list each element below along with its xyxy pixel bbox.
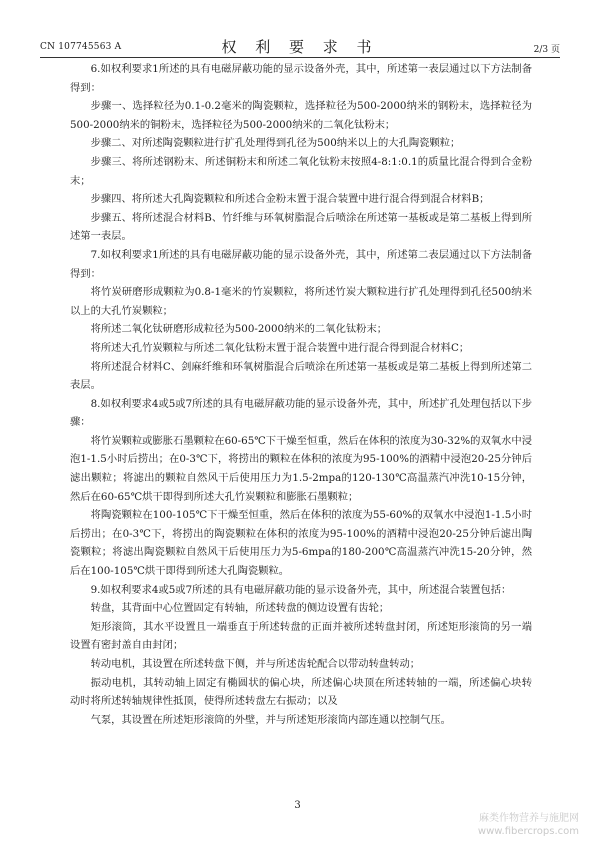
claim-6-intro: 6.如权利要求1所述的具有电磁屏蔽功能的显示设备外壳，其中，所述第一表层通过以下方法制备得到：: [70, 63, 532, 94]
claim-9-item-1: 转盘，其背面中心位置固定有转轴，所述转盘的侧边设置有齿轮；: [90, 602, 390, 615]
watermark-title: 麻类作物营养与施肥网: [479, 813, 579, 824]
watermark-url: www.fibercrops.com: [477, 826, 579, 837]
page-header: [40, 36, 560, 56]
page-count: 2/3 页: [533, 45, 560, 55]
claims-body: [70, 60, 532, 729]
claim-9-intro: 9.如权利要求4或5或7所述的具有电磁屏蔽功能的显示设备外壳，其中，所述混合装置包括：: [90, 583, 512, 596]
claim-7-item-1: 将竹炭研磨形成颗粒为0.8-1毫米的竹炭颗粒，将所述竹炭大颗粒进行扩孔处理得到孔径500纳米以上的大孔竹炭颗粒；: [70, 286, 532, 317]
claim-9-item-5: 气泵，其设置在所述矩形滚筒的外壁，并与所述矩形滚筒内部连通以控制气压。: [90, 713, 451, 726]
claim-6-step-5: 步骤五、将所述混合材料B、竹纤维与环氧树脂混合后喷涂在所述第一基板或是第二基板上得到所述第一表层。: [70, 211, 532, 243]
claim-7-item-3: 将所述大孔竹炭颗粒与所述二氧化钛粉末置于混合装置中进行混合得到混合材料C；: [90, 341, 470, 354]
claim-7-item-2: 将所述二氧化钛研磨形成粒径为500-2000纳米的二氧化钛粉末；: [90, 323, 388, 336]
site-watermark: [478, 812, 579, 838]
claim-7-item-4: 将所述混合材料C、剑麻纤维和环氧树脂混合后喷涂在所述第一基板或是第二基板上得到所述第二表层。: [70, 360, 532, 392]
claim-9-item-4: 振动电机，其转动轴上固定有椭圆状的偏心块，所述偏心块顶在所述转轴的一端，所述偏心块转动时将所述转轴规律性抵顶，使得所述转盘左右振动；以及: [70, 676, 532, 708]
claim-6-step-3: 步骤三、将所述钢粉末、所述铜粉末和所述二氧化钛粉末按照4-8:1:0.1的质量比混合得到合金粉末；: [70, 155, 532, 187]
page-title: 权 利 要 求 书: [221, 38, 379, 56]
claim-7-intro: 7.如权利要求1所述的具有电磁屏蔽功能的显示设备外壳，其中，所述第二表层通过以下方法制备得到：: [70, 248, 532, 280]
patent-number: CN 107745563 A: [40, 42, 122, 52]
claim-6-step-2: 步骤二、对所述陶瓷颗粒进行扩孔处理得到孔径为500纳米以上的大孔陶瓷颗粒；: [90, 137, 461, 150]
claim-6-step-1: 步骤一、选择粒径为0.1-0.2毫米的陶瓷颗粒，选择粒径为500-2000纳米的钢粉末，选择粒径为500-2000纳米的铜粉末，选择粒径为500-2000纳米的二氧化钛粉末；: [70, 100, 532, 131]
claim-8-item-2: 将陶瓷颗粒在100-105℃下干燥至恒重，然后在体积的浓度为55-60%的双氧水中浸泡1-1.5小时后捞出；在0-3℃下，将捞出的陶瓷颗粒在体积的浓度为95-100%的酒精中浸泡20-25分钟后滤出陶瓷颗粒；将滤出陶瓷颗粒自然风干后使用压力为5-6mpa的180-200℃高温蒸汽冲洗15-20分钟，然后在100-105℃烘干即得到所述大孔陶瓷颗粒。: [70, 509, 532, 578]
claim-9-item-3: 转动电机，其设置在所述转盘下侧，并与所述齿轮配合以带动转盘转动；: [90, 658, 421, 670]
claim-6-step-4: 步骤四、将所述大孔陶瓷颗粒和所述合金粉末置于混合装置中进行混合得到混合材料B；: [90, 193, 490, 206]
page-number: 3: [294, 800, 301, 811]
header-rule: [40, 57, 560, 58]
claim-9-item-2: 矩形滚筒，其水平设置且一端垂直于所述转盘的正面并被所述转盘封闭，所述矩形滚筒的另一端设置有密封盖自由封闭；: [70, 620, 532, 652]
claim-8-item-1: 将竹炭颗粒或膨胀石墨颗粒在60-65℃下干燥至恒重，然后在体积的浓度为30-32%的双氧水中浸泡1-1.5小时后捞出；在0-3℃下，将捞出的颗粒在体积的浓度为95-100%的酒精中浸泡20-25分钟后滤出颗粒；将滤出的颗粒自然风干后使用压力为1.5-2mpa的120-130℃高温蒸汽冲洗10-15分钟，然后在60-65℃烘干即得到所述大孔竹炭颗粒和膨胀石墨颗粒；: [70, 434, 532, 503]
claim-8-intro: 8.如权利要求4或5或7所述的具有电磁屏蔽功能的显示设备外壳，其中，所述扩孔处理包括以下步骤：: [70, 397, 532, 429]
